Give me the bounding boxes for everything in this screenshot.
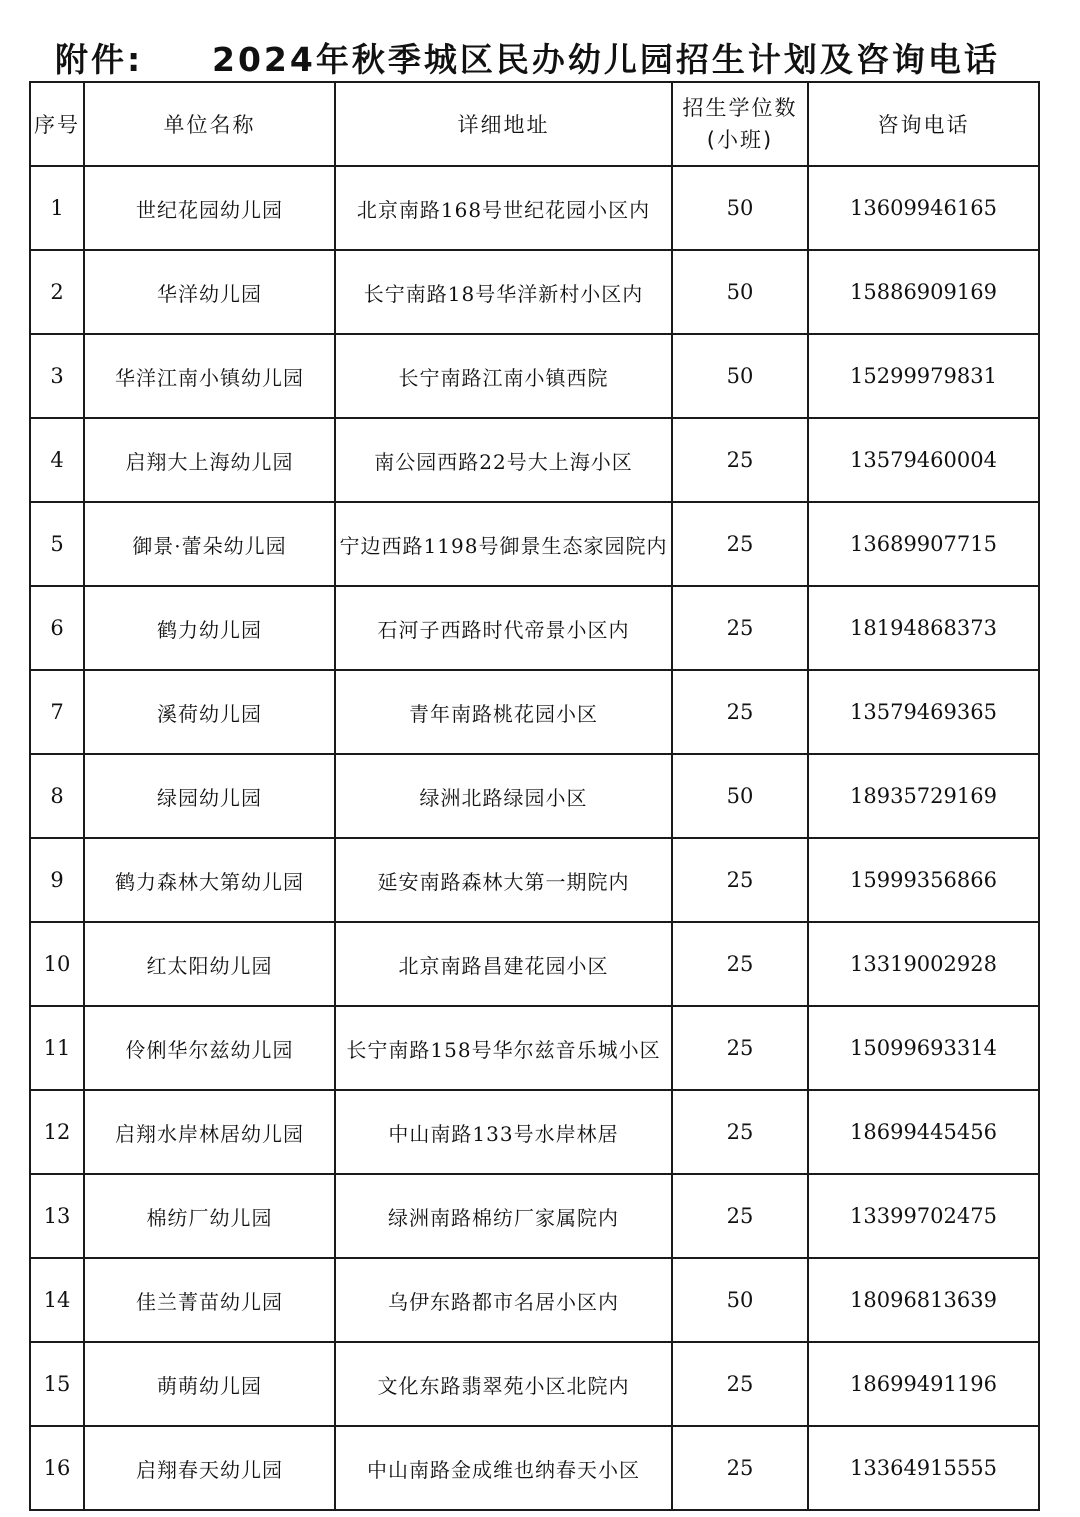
cell-index: 2 bbox=[30, 250, 84, 334]
cell-name: 鹤力幼儿园 bbox=[84, 586, 335, 670]
table-row bbox=[30, 1258, 1039, 1342]
table-row bbox=[30, 166, 1039, 250]
cell-phone: 13364915555 bbox=[808, 1426, 1039, 1510]
cell-name: 鹤力森林大第幼儿园 bbox=[84, 838, 335, 922]
cell-name: 华洋江南小镇幼儿园 bbox=[84, 334, 335, 418]
column-header-seats-line1: 招生学位数 bbox=[682, 96, 798, 120]
table-row bbox=[30, 586, 1039, 670]
cell-index: 8 bbox=[30, 754, 84, 838]
table-row bbox=[30, 1174, 1039, 1258]
cell-address: 中山南路133号水岸林居 bbox=[335, 1090, 672, 1174]
cell-seats: 25 bbox=[672, 670, 808, 754]
cell-index: 1 bbox=[30, 166, 84, 250]
cell-seats: 25 bbox=[672, 586, 808, 670]
cell-index: 7 bbox=[30, 670, 84, 754]
cell-address: 绿洲北路绿园小区 bbox=[335, 754, 672, 838]
cell-seats: 25 bbox=[672, 1426, 808, 1510]
cell-phone: 13689907715 bbox=[808, 502, 1039, 586]
cell-phone: 15099693314 bbox=[808, 1006, 1039, 1090]
cell-seats: 50 bbox=[672, 250, 808, 334]
cell-index: 11 bbox=[30, 1006, 84, 1090]
cell-index: 13 bbox=[30, 1174, 84, 1258]
cell-phone: 18699445456 bbox=[808, 1090, 1039, 1174]
cell-seats: 50 bbox=[672, 754, 808, 838]
cell-address: 宁边西路1198号御景生态家园院内 bbox=[335, 502, 672, 586]
table-row bbox=[30, 250, 1039, 334]
cell-address: 长宁南路江南小镇西院 bbox=[335, 334, 672, 418]
cell-phone: 18096813639 bbox=[808, 1258, 1039, 1342]
cell-name: 华洋幼儿园 bbox=[84, 250, 335, 334]
cell-phone: 15299979831 bbox=[808, 334, 1039, 418]
cell-name: 佳兰菁苗幼儿园 bbox=[84, 1258, 335, 1342]
column-header-seats bbox=[672, 82, 808, 166]
enrollment-table bbox=[29, 81, 1040, 1511]
column-header-seats-line2: (小班) bbox=[706, 128, 774, 152]
cell-phone: 13399702475 bbox=[808, 1174, 1039, 1258]
cell-seats: 25 bbox=[672, 502, 808, 586]
attachment-label: 附件: bbox=[55, 40, 144, 79]
cell-seats: 50 bbox=[672, 166, 808, 250]
cell-address: 中山南路金成维也纳春天小区 bbox=[335, 1426, 672, 1510]
table-row bbox=[30, 334, 1039, 418]
cell-address: 长宁南路18号华洋新村小区内 bbox=[335, 250, 672, 334]
cell-address: 文化东路翡翠苑小区北院内 bbox=[335, 1342, 672, 1426]
cell-name: 启翔水岸林居幼儿园 bbox=[84, 1090, 335, 1174]
cell-seats: 25 bbox=[672, 1174, 808, 1258]
cell-name: 溪荷幼儿园 bbox=[84, 670, 335, 754]
cell-phone: 13609946165 bbox=[808, 166, 1039, 250]
cell-address: 长宁南路158号华尔兹音乐城小区 bbox=[335, 1006, 672, 1090]
cell-address: 石河子西路时代帝景小区内 bbox=[335, 586, 672, 670]
table-row bbox=[30, 1006, 1039, 1090]
cell-name: 伶俐华尔兹幼儿园 bbox=[84, 1006, 335, 1090]
document-title-row bbox=[0, 28, 1080, 84]
cell-name: 启翔春天幼儿园 bbox=[84, 1426, 335, 1510]
cell-name: 御景·蕾朵幼儿园 bbox=[84, 502, 335, 586]
table-row bbox=[30, 502, 1039, 586]
cell-name: 红太阳幼儿园 bbox=[84, 922, 335, 1006]
cell-seats: 25 bbox=[672, 1006, 808, 1090]
cell-seats: 25 bbox=[672, 1090, 808, 1174]
cell-address: 延安南路森林大第一期院内 bbox=[335, 838, 672, 922]
table-header-row bbox=[30, 82, 1039, 166]
page-title: 2024年秋季城区民办幼儿园招生计划及咨询电话 bbox=[212, 40, 1000, 79]
table-row bbox=[30, 418, 1039, 502]
table-row bbox=[30, 754, 1039, 838]
table-row bbox=[30, 922, 1039, 1006]
cell-address: 北京南路昌建花园小区 bbox=[335, 922, 672, 1006]
cell-name: 萌萌幼儿园 bbox=[84, 1342, 335, 1426]
cell-name: 棉纺厂幼儿园 bbox=[84, 1174, 335, 1258]
cell-name: 世纪花园幼儿园 bbox=[84, 166, 335, 250]
cell-index: 6 bbox=[30, 586, 84, 670]
table-row bbox=[30, 1426, 1039, 1510]
cell-phone: 13319002928 bbox=[808, 922, 1039, 1006]
cell-index: 3 bbox=[30, 334, 84, 418]
cell-index: 5 bbox=[30, 502, 84, 586]
cell-phone: 13579460004 bbox=[808, 418, 1039, 502]
cell-name: 绿园幼儿园 bbox=[84, 754, 335, 838]
column-header-index: 序号 bbox=[30, 82, 84, 166]
cell-address: 乌伊东路都市名居小区内 bbox=[335, 1258, 672, 1342]
cell-index: 15 bbox=[30, 1342, 84, 1426]
cell-phone: 18194868373 bbox=[808, 586, 1039, 670]
cell-phone: 18935729169 bbox=[808, 754, 1039, 838]
cell-seats: 25 bbox=[672, 418, 808, 502]
cell-phone: 13579469365 bbox=[808, 670, 1039, 754]
cell-index: 10 bbox=[30, 922, 84, 1006]
table-row bbox=[30, 1090, 1039, 1174]
cell-seats: 50 bbox=[672, 334, 808, 418]
cell-phone: 18699491196 bbox=[808, 1342, 1039, 1426]
cell-index: 14 bbox=[30, 1258, 84, 1342]
table-row bbox=[30, 1342, 1039, 1426]
cell-index: 4 bbox=[30, 418, 84, 502]
cell-seats: 25 bbox=[672, 838, 808, 922]
cell-phone: 15886909169 bbox=[808, 250, 1039, 334]
cell-index: 16 bbox=[30, 1426, 84, 1510]
cell-address: 绿洲南路棉纺厂家属院内 bbox=[335, 1174, 672, 1258]
cell-address: 南公园西路22号大上海小区 bbox=[335, 418, 672, 502]
table-row bbox=[30, 838, 1039, 922]
cell-seats: 25 bbox=[672, 922, 808, 1006]
cell-index: 9 bbox=[30, 838, 84, 922]
cell-address: 青年南路桃花园小区 bbox=[335, 670, 672, 754]
column-header-phone: 咨询电话 bbox=[808, 82, 1039, 166]
cell-address: 北京南路168号世纪花园小区内 bbox=[335, 166, 672, 250]
table-row bbox=[30, 670, 1039, 754]
cell-phone: 15999356866 bbox=[808, 838, 1039, 922]
cell-name: 启翔大上海幼儿园 bbox=[84, 418, 335, 502]
column-header-address: 详细地址 bbox=[335, 82, 672, 166]
cell-index: 12 bbox=[30, 1090, 84, 1174]
column-header-name: 单位名称 bbox=[84, 82, 335, 166]
cell-seats: 25 bbox=[672, 1342, 808, 1426]
cell-seats: 50 bbox=[672, 1258, 808, 1342]
